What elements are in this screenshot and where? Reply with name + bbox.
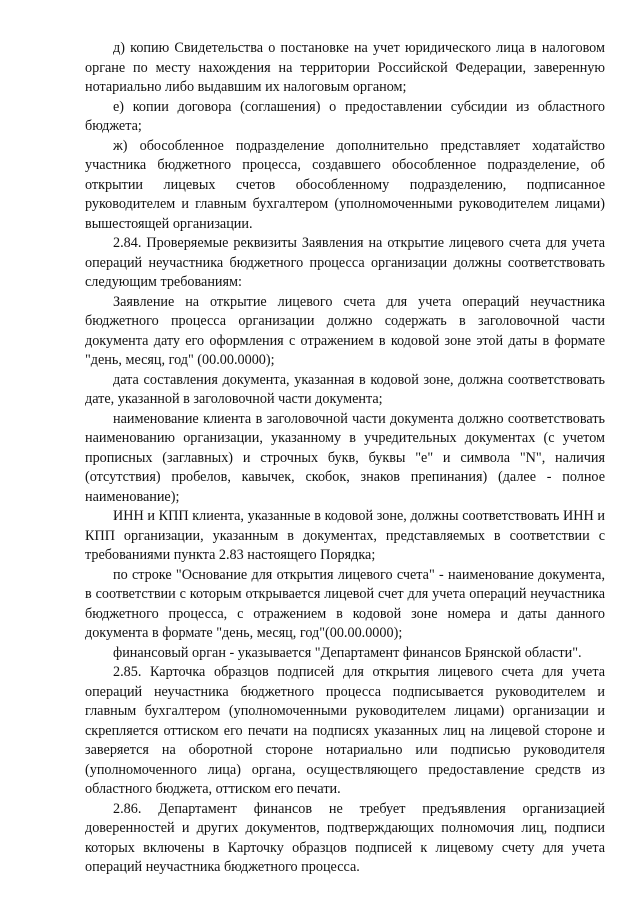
paragraph-section-2-85: 2.85. Карточка образцов подписей для открытия лицевого счета для учета операций неучастника бюджетного процесса подписывается руководителем и главным бухгалтером (уполномоченными руководителем лицами) организации и скрепляется оттиском его печати на подписях указанных лиц на лицевой стороне и заверяется на оборотной стороне нотариально или подписью руководителя (уполномоченного лица) органа, осуществляющего предоставление средств из областного бюджета, оттиском его печати.: [85, 664, 605, 797]
paragraph-basis-line: по строке "Основание для открытия лицевого счета" - наименование документа, в соответствии с которым открывается лицевой счет для учета операций неучастника бюджетного процесса, с отражением в кодовой зоне номера и даты данного документа в формате "день, месяц, год"(00.00.0000);: [85, 566, 605, 641]
paragraph-section-2-86: 2.86. Департамент финансов не требует предъявления организацией доверенностей и других документов, подтверждающих полномочия лиц, подписи которых включены в Карточку образцов подписей к лицевому счету для учета операций неучастника бюджетного процесса.: [85, 800, 605, 875]
paragraph-item-zh: ж) обособленное подразделение дополнительно представляет ходатайство участника бюджетного процесса, создавшего обособленное подразделение, об открытии лицевых счетов обособленному подразделению, подписанное руководителем и главным бухгалтером (уполномоченными руководителем лицами) вышестоящей организации.: [85, 137, 605, 232]
paragraph-section-2-84: 2.84. Проверяемые реквизиты Заявления на открытие лицевого счета для учета операций неучастника бюджетного процесса организации должны соответствовать следующим требованиям:: [85, 235, 605, 290]
paragraph-financial-body: финансовый орган - указывается "Департамент финансов Брянской области".: [113, 644, 582, 661]
document-body: [85, 39, 605, 878]
paragraph-application-date: Заявление на открытие лицевого счета для учета операций неучастника бюджетного процесса организации должно содержать в заголовочной части документа дату его оформления с отражением в кодовой зоне этой даты в формате "день, месяц, год" (00.00.0000);: [85, 293, 605, 368]
paragraph-item-d: д) копию Свидетельства о постановке на учет юридического лица в налоговом органе по месту нахождения на территории Российской Федерации, заверенную нотариально либо выдавшим их налоговым органом;: [85, 40, 605, 95]
paragraph-client-name: наименование клиента в заголовочной части документа должно соответствовать наименованию организации, указанному в учредительных документах (с учетом прописных (заглавных) и строчных букв, буквы "е" и символа "N", наличия (отсутствия) пробелов, кавычек, скобок, знаков препинания) (далее - полное наименование);: [85, 410, 605, 505]
paragraph-item-e: е) копии договора (соглашения) о предоставлении субсидии из областного бюджета;: [85, 98, 605, 134]
paragraph-document-date: дата составления документа, указанная в кодовой зоне, должна соответствовать дате, указанной в заголовочной части документа;: [85, 371, 605, 407]
paragraph-inn-kpp: ИНН и КПП клиента, указанные в кодовой зоне, должны соответствовать ИНН и КПП организации, указанным в документах, представляемых в соответствии с требованиями пункта 2.83 настоящего Порядка;: [85, 508, 605, 563]
